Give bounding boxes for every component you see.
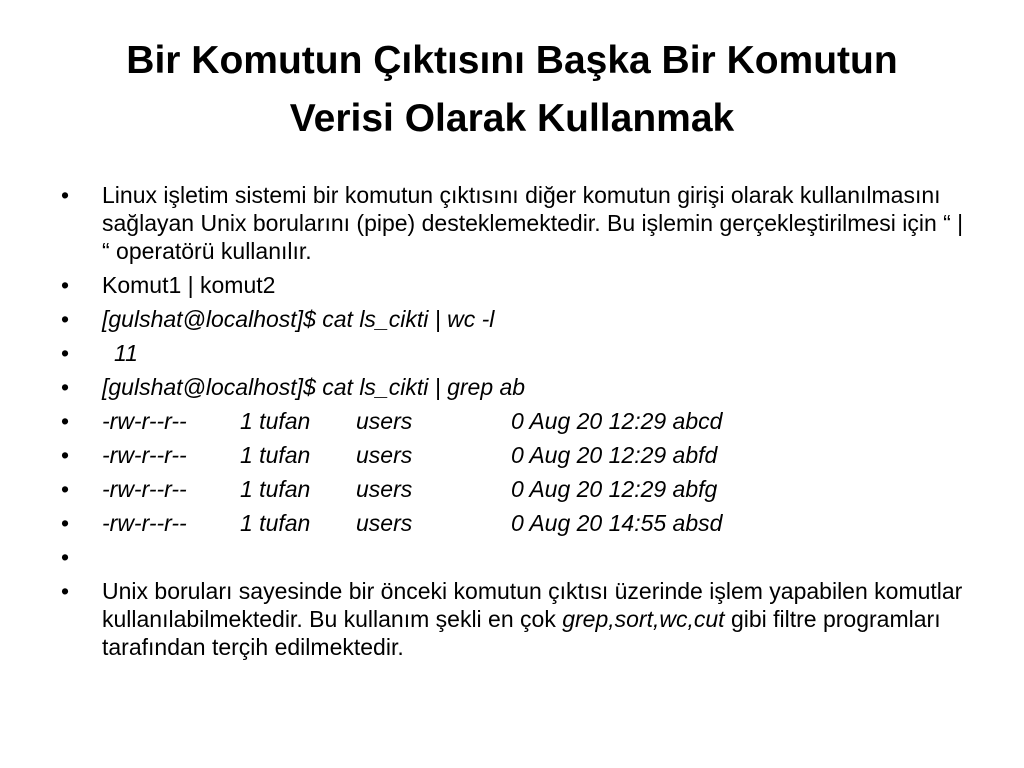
listing-row bbox=[102, 509, 964, 537]
slide-title-line-1: Bir Komutun Çıktısını Başka Bir Komutun bbox=[126, 39, 898, 82]
listing-permissions: -rw-r--r-- bbox=[102, 510, 187, 536]
summary-filter-programs: grep,sort,wc,cut bbox=[562, 606, 725, 632]
bullet-dot: • bbox=[61, 306, 70, 332]
listing-owner: 1 tufan bbox=[240, 510, 311, 536]
bullet-listing-row bbox=[0, 441, 1024, 469]
bullet-listing-row bbox=[0, 475, 1024, 503]
bullet-dot: • bbox=[61, 408, 70, 434]
listing-owner: 1 tufan bbox=[240, 408, 311, 434]
listing-group: users bbox=[356, 408, 413, 434]
bullet-intro bbox=[0, 181, 1024, 265]
listing-permissions: -rw-r--r-- bbox=[102, 408, 187, 434]
listing-row bbox=[102, 441, 964, 469]
bullet-dot: • bbox=[61, 182, 70, 208]
listing-permissions: -rw-r--r-- bbox=[102, 442, 187, 468]
bullet-dot: • bbox=[61, 374, 70, 400]
summary-text-part-1: Unix boruları sayesinde bir önceki komutun çıktısı üzerinde işlem yapabilen komutlar kullanılabilmektedir. Bu kullanım şekli en çok bbox=[102, 578, 963, 632]
bullet-dot: • bbox=[61, 476, 70, 502]
bullet-dot: • bbox=[61, 340, 70, 366]
summary-text-part-2: gibi filtre programları tarafından terçih edilmektedir. bbox=[102, 606, 941, 660]
bullet-command-grep bbox=[0, 373, 1024, 401]
command-grep-text: [gulshat@localhost]$ cat ls_cikti | grep ab bbox=[102, 374, 526, 400]
bullet-syntax-text: Komut1 | komut2 bbox=[102, 272, 276, 298]
bullet-command-wc bbox=[0, 305, 1024, 333]
summary-text bbox=[102, 578, 962, 660]
listing-details: 0 Aug 20 12:29 abfd bbox=[511, 442, 718, 468]
output-count-text: 11 bbox=[114, 340, 138, 366]
listing-details: 0 Aug 20 14:55 absd bbox=[511, 510, 723, 536]
listing-group: users bbox=[356, 476, 413, 502]
bullet-dot: • bbox=[61, 544, 70, 570]
bullet-intro-text: Linux işletim sistemi bir komutun çıktısını diğer komutun girişi olarak kullanılmasını sağlayan Unix borularını (pipe) desteklemektedir. Bu işlemin gerçekleştirilmesi için “ | “ operatörü kullanılır. bbox=[102, 182, 964, 264]
listing-row bbox=[102, 475, 964, 503]
listing-details: 0 Aug 20 12:29 abfg bbox=[511, 476, 718, 502]
bullet-output-count bbox=[0, 339, 1024, 367]
listing-row bbox=[102, 407, 964, 435]
bullet-empty bbox=[0, 543, 1024, 571]
bullet-dot: • bbox=[61, 442, 70, 468]
bullet-listing-row bbox=[0, 407, 1024, 435]
bullet-list bbox=[0, 181, 1024, 667]
slide-title-line-2: Verisi Olarak Kullanmak bbox=[289, 97, 735, 140]
listing-owner: 1 tufan bbox=[240, 476, 311, 502]
listing-group: users bbox=[356, 442, 413, 468]
command-wc-text: [gulshat@localhost]$ cat ls_cikti | wc -l bbox=[102, 306, 495, 332]
listing-group: users bbox=[356, 510, 413, 536]
bullet-syntax bbox=[0, 271, 1024, 299]
slide-title bbox=[40, 32, 984, 148]
bullet-dot: • bbox=[61, 510, 70, 536]
bullet-listing-row bbox=[0, 509, 1024, 537]
bullet-dot: • bbox=[61, 272, 70, 298]
listing-details: 0 Aug 20 12:29 abcd bbox=[511, 408, 723, 434]
listing-owner: 1 tufan bbox=[240, 442, 311, 468]
listing-permissions: -rw-r--r-- bbox=[102, 476, 187, 502]
bullet-dot: • bbox=[61, 578, 70, 604]
bullet-summary bbox=[0, 577, 1024, 661]
